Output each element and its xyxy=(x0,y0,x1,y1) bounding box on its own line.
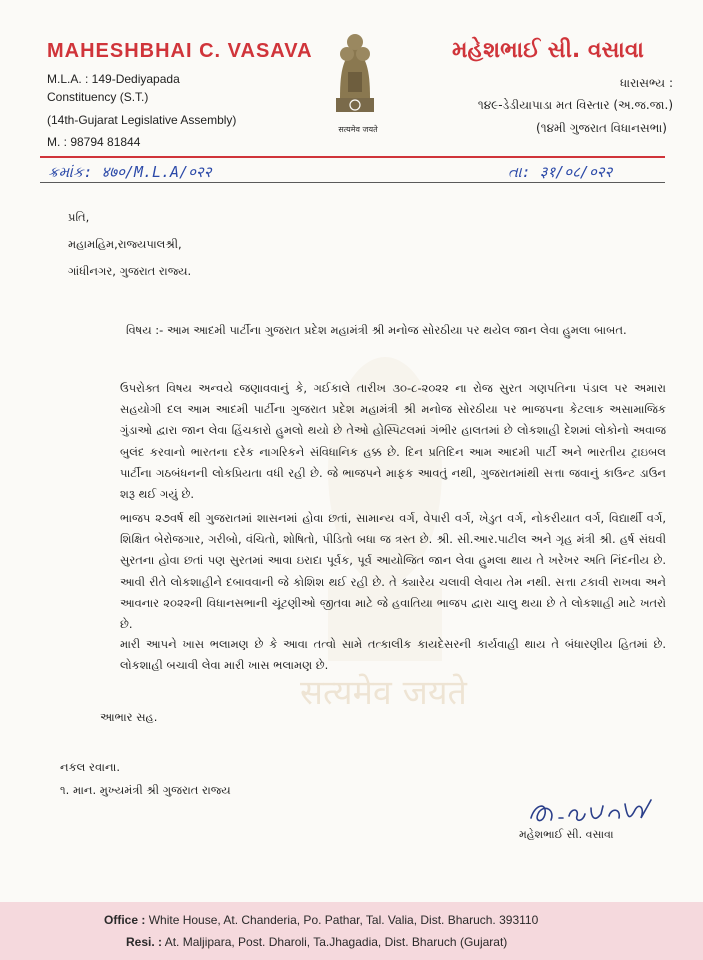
letter-footer xyxy=(0,902,703,960)
addressee-prefix: પ્રતિ, xyxy=(68,210,90,224)
body-paragraph-3 xyxy=(68,634,666,676)
copy-item-1: ૧. માન. મુખ્યમંત્રી શ્રી ગુજરાત રાજ્ય xyxy=(60,783,231,797)
gu-title: ધારાસભ્ય : xyxy=(619,76,673,90)
mla-line: M.L.A. : 149-Dediyapada xyxy=(47,72,180,86)
paragraph-text: ઉપરોક્ત વિષય અન્વયે જણાવવાનું કે, ગઈકાલે તારીખ ૩૦-૮-૨૦૨૨ ના રોજ સુરત ગણપતિના પંડાલ પર અમારા સહયોગી દલ આમ આદમી પાર્ટીના ગુજરાત પ્રદેશ મહામંત્રી શ્રી મનોજ સોરઠીયા પર ભાજપના કેટલાક અસામાજિક ગુંડાઓ દ્વારા જાન લેવા હિંચકારો હુમલો થયો છે તેઓ હોસ્પિટલમાં ગંભીર હાલતમાં છે લોકશાહી દેશમાં લોકોનો અવાજ બુલંદ કરવાનો ભારતના દરેક નાગરિકને સંવિધાનિક હક્ક છે. દિન પ્રતિદિન આમ આદમી પાર્ટી અને ભારતીય ટ્રાઇબલ પાર્ટીના ગઠબંધનની લોકપ્રિયતા વધી રહી છે. જે ભાજપને માફક આવતું નથી, ગુજરાતમાંથી સત્તા જવાનું કાઉન્ટ ડાઉન શરૂ થઈ ગયું છે. xyxy=(120,381,666,502)
national-emblem-icon xyxy=(330,28,380,118)
body-paragraph-1 xyxy=(68,378,666,505)
reference-divider xyxy=(40,182,665,183)
addressee-title: મહામહિમ,રાજ્યપાલશ્રી, xyxy=(68,237,182,251)
letterhead-name-en: MAHESHBHAI C. VASAVA xyxy=(47,40,313,62)
paragraph-text: ભાજપ ૨૭વર્ષ થી ગુજરાતમાં શાસનમાં હોવા છતાં, સામાન્ય વર્ગ, વેપારી વર્ગ, ખેડુત વર્ગ, નોકરીયાત વર્ગ, વિદ્યાર્થી વર્ગ, શિક્ષિત બેરોજગાર, ગરીબો, વંચિતો, શોષિતો, પીડિતો બધા જ ત્રસ્ત છે. શ્રી. સી.આર.પાટીલ અને ગૃહ મંત્રી શ્રી. હર્ષ સંઘવી સુરતના હોવા છતાં પણ સુરતમાં આવા ઇરાદા પૂર્વક, પૂર્વ આયોજિત જાન લેવા હુમલા થાય તે ખરેખર અતિ નિંદનીય છે. આવી રીતે લોકશાહીને દબાવવાની જે કોશિશ થઈ રહી છે. તે ક્યારેય ચલાવી લેવાય તેમ નથી. સત્તા ટકાવી રાખવા અને આવનાર ૨૦૨૨ની વિધાનસભાની ચૂંટણીઓ જીતવા માટે જે હવાતિયા ભાજપ દ્વારા ચાલુ થયા છે તે લોકશાહી માટે ખતરો છે. xyxy=(120,511,666,632)
office-address xyxy=(104,913,538,927)
addressee-place: ગાંધીનગર, ગુજરાત રાજ્ય. xyxy=(68,264,192,278)
emblem-motto: सत्यमेव जयते xyxy=(338,125,378,134)
resi-label: Resi. : xyxy=(126,935,163,949)
body-paragraph-2 xyxy=(68,508,666,635)
office-label: Office : xyxy=(104,913,146,927)
closing-line: આભાર સહ. xyxy=(100,710,158,724)
letterhead-divider xyxy=(40,156,665,158)
reference-number: ક્રમાંક: ४७०/M.L.A/०२२ xyxy=(48,163,212,181)
gu-constituency: ૧૪૯-ડેડીયાપાડા મત વિસ્તાર (અ.જ.જા.) xyxy=(477,98,673,112)
office-text: White House, At. Chanderia, Po. Pathar, Tal. Valia, Dist. Bharuch. 393110 xyxy=(148,913,539,927)
mobile-line: M. : 98794 81844 xyxy=(47,135,141,149)
motto-watermark: सत्यमेव जयते xyxy=(300,673,467,713)
letter-subject: વિષય :- આમ આદમી પાર્ટીના ગુજરાત પ્રદેશ મહામંત્રી શ્રી મનોજ સોરઠીયા પર થયેલ જાન લેવા હુમલા બાબત. xyxy=(126,323,627,337)
signatory-name: મહેશભાઈ સી. વસાવા xyxy=(519,828,614,841)
copy-heading: નકલ રવાના. xyxy=(60,760,121,774)
resi-text: At. Maljipara, Post. Dharoli, Ta.Jhagadia, Dist. Bharuch (Gujarat) xyxy=(164,935,508,949)
gu-assembly: (૧૪મી ગુજરાત વિધાનસભા) xyxy=(536,121,667,135)
letterhead-name-gu: મહેશભાઈ સી. વસાવા xyxy=(452,38,644,63)
assembly-line: (14th-Gujarat Legislative Assembly) xyxy=(47,113,237,127)
signature-image xyxy=(525,796,665,830)
constituency-line: Constituency (S.T.) xyxy=(47,90,149,104)
residence-address xyxy=(126,935,507,949)
paragraph-text: મારી આપને ખાસ ભલામણ છે કે આવા તત્વો સામે તત્કાલીક કાયદેસરની કાર્યવાહી થાય તે બંધારણીય હિતમાં છે. લોકશાહી બચાવી લેવા મારી ખાસ ભલામણ છે. xyxy=(120,637,666,673)
letter-date: તા: ३१/०८/०२२ xyxy=(508,163,613,181)
